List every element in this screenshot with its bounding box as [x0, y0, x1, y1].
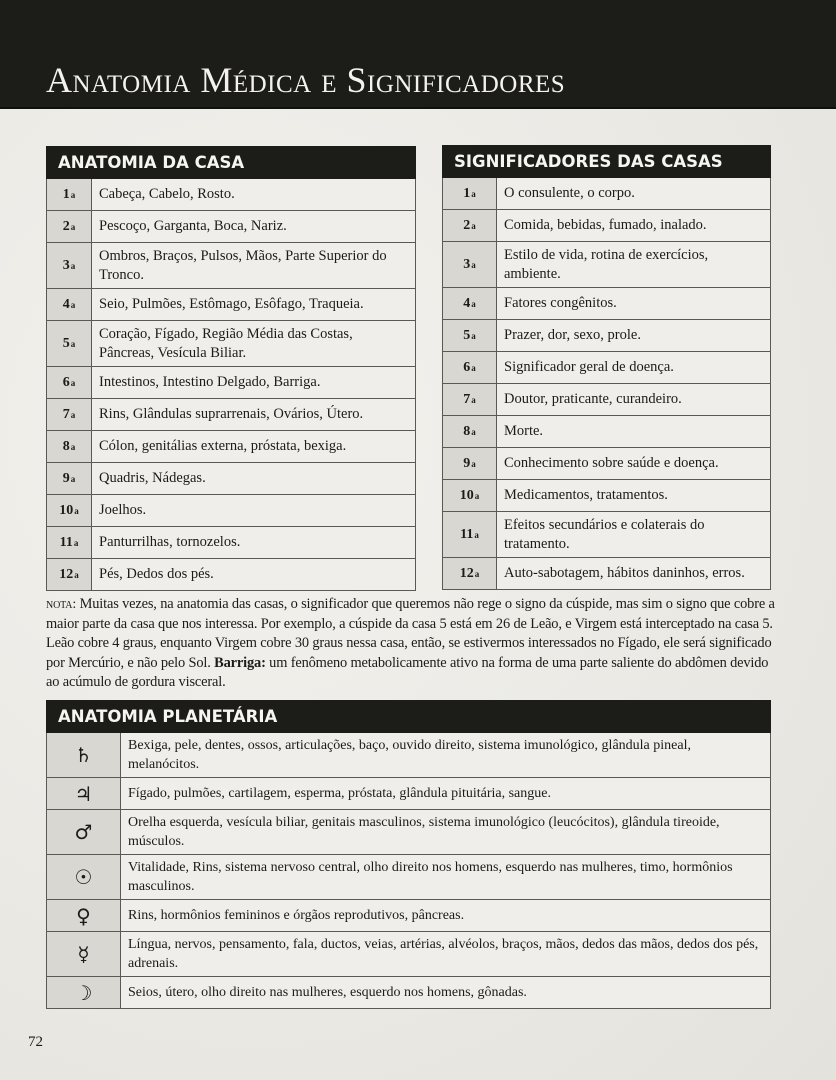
row-text: Medicamentos, tratamentos.	[497, 480, 770, 511]
house-number: 8	[463, 423, 471, 439]
saturn-icon: ♄	[47, 733, 121, 777]
row-text: Rins, Glândulas suprarrenais, Ovários, Útero.	[92, 399, 415, 430]
row-text: Comida, bebidas, fumado, inalado.	[497, 210, 770, 241]
row-text: Bexiga, pele, dentes, ossos, articulações, baço, ouvido direito, sistema imunológico, glândula pineal, melanócitos.	[121, 733, 770, 777]
table-row: 8 a Cólon, genitálias externa, próstata, bexiga.	[46, 431, 416, 463]
row-text: Joelhos.	[92, 495, 415, 526]
row-text: Conhecimento sobre saúde e doença.	[497, 448, 770, 479]
house-number: 6	[463, 359, 471, 375]
table-row: 11 a Panturrilhas, tornozelos.	[46, 527, 416, 559]
table-row: 5 a Prazer, dor, sexo, prole.	[442, 320, 771, 352]
house-number: 6	[62, 374, 70, 390]
table-header: ANATOMIA PLANETÁRIA	[46, 700, 771, 733]
table-row: 4 a Seio, Pulmões, Estômago, Esôfago, Traqueia.	[46, 289, 416, 321]
row-text: Pés, Dedos dos pés.	[92, 559, 415, 590]
row-text: Língua, nervos, pensamento, fala, ductos, veias, artérias, alvéolos, braços, mãos, dedos das mãos, dedos dos pés, adrenais.	[121, 932, 770, 976]
row-text: Ombros, Braços, Pulsos, Mãos, Parte Superior do Tronco.	[92, 243, 415, 288]
house-number: 3	[463, 256, 471, 272]
house-number: 12	[59, 566, 74, 582]
house-number: 5	[62, 335, 70, 351]
row-text: Pescoço, Garganta, Boca, Nariz.	[92, 211, 415, 242]
mars-icon: ♂	[47, 810, 121, 854]
table-row: 11 a Efeitos secundários e colaterais do tratamento.	[442, 512, 771, 558]
note-paragraph	[46, 595, 776, 693]
venus-icon: ♀	[47, 900, 121, 931]
row-text: Morte.	[497, 416, 770, 447]
table-row	[46, 900, 771, 932]
row-text: Significador geral de doença.	[497, 352, 770, 383]
row-text: Cabeça, Cabelo, Rosto.	[92, 179, 415, 210]
table-row: 3 a Estilo de vida, rotina de exercícios, ambiente.	[442, 242, 771, 288]
row-text: Rins, hormônios femininos e órgãos reprodutivos, pâncreas.	[121, 900, 770, 931]
table-row	[46, 778, 771, 810]
house-number: 7	[62, 406, 70, 422]
house-number: 2	[62, 218, 70, 234]
table-row: 4 a Fatores congênitos.	[442, 288, 771, 320]
anatomia-da-casa-table	[46, 146, 416, 591]
table-row: 9 a Quadris, Nádegas.	[46, 463, 416, 495]
row-text: Fígado, pulmões, cartilagem, esperma, próstata, glândula pituitária, sangue.	[121, 778, 770, 809]
house-number: 5	[463, 327, 471, 343]
table-row: 12 a Auto-sabotagem, hábitos daninhos, erros.	[442, 558, 771, 590]
table-row	[46, 932, 771, 977]
mercury-icon: ☿	[47, 932, 121, 976]
house-number: 9	[463, 455, 471, 471]
table-header: ANATOMIA DA CASA	[46, 146, 416, 179]
note-text: Muitas vezes, na anatomia das casas, o significador que queremos não rege o signo da cúspide, mas sim o signo que cobre a maior parte da casa que nos interessa. Por exemplo, a cúspide da casa 5 está em 26 de Leão, e Virgem está interceptado na casa 5. Leão cobre 4 graus, enquanto Virgem cobre 30 graus nessa casa, então, se estivermos interessados no Fígado, ele será significado por Mercúrio, e não pelo Sol.	[46, 596, 775, 671]
anatomia-planetaria-table	[46, 700, 771, 1009]
note-bold-term: Barriga:	[214, 654, 266, 671]
table-row: 6 a Intestinos, Intestino Delgado, Barriga.	[46, 367, 416, 399]
table-row	[46, 855, 771, 900]
row-text: Efeitos secundários e colaterais do tratamento.	[497, 512, 770, 557]
row-text: Seios, útero, olho direito nas mulheres, esquerdo nos homens, gônadas.	[121, 977, 770, 1008]
table-header: SIGNIFICADORES DAS CASAS	[442, 145, 771, 178]
row-text: Estilo de vida, rotina de exercícios, ambiente.	[497, 242, 770, 287]
row-text: Intestinos, Intestino Delgado, Barriga.	[92, 367, 415, 398]
page-number: 72	[28, 1034, 43, 1050]
house-number: 7	[463, 391, 471, 407]
row-text: O consulente, o corpo.	[497, 178, 770, 209]
sun-icon: ☉	[47, 855, 121, 899]
table-row: 10 a Medicamentos, tratamentos.	[442, 480, 771, 512]
row-text: Seio, Pulmões, Estômago, Esôfago, Traqueia.	[92, 289, 415, 320]
note-label: nota:	[46, 597, 77, 612]
house-number: 4	[463, 295, 471, 311]
row-text: Fatores congênitos.	[497, 288, 770, 319]
house-number: 3	[62, 257, 70, 273]
row-text: Orelha esquerda, vesícula biliar, genitais masculinos, sistema imunológico (leucócitos), glândula tireoide, músculos.	[121, 810, 770, 854]
house-number: 4	[62, 296, 70, 312]
row-text: Vitalidade, Rins, sistema nervoso central, olho direito nos homens, esquerdo nas mulheres, timo, hormônios masculinos.	[121, 855, 770, 899]
jupiter-icon: ♃	[47, 778, 121, 809]
table-row: 9 a Conhecimento sobre saúde e doença.	[442, 448, 771, 480]
table-row: 12 a Pés, Dedos dos pés.	[46, 559, 416, 591]
row-text: Prazer, dor, sexo, prole.	[497, 320, 770, 351]
table-row: 1 a O consulente, o corpo.	[442, 178, 771, 210]
house-number: 11	[59, 534, 73, 550]
table-row: 10 a Joelhos.	[46, 495, 416, 527]
table-row: 7 a Doutor, praticante, curandeiro.	[442, 384, 771, 416]
moon-icon: ☽	[47, 977, 121, 1008]
table-row: 5 a Coração, Fígado, Região Média das Costas, Pâncreas, Vesícula Biliar.	[46, 321, 416, 367]
table-row: 8 a Morte.	[442, 416, 771, 448]
house-number: 10	[59, 502, 74, 518]
house-number: 2	[463, 217, 471, 233]
table-row: 2 a Comida, bebidas, fumado, inalado.	[442, 210, 771, 242]
house-number: 10	[459, 487, 474, 503]
table-row: 6 a Significador geral de doença.	[442, 352, 771, 384]
table-row: 2 a Pescoço, Garganta, Boca, Nariz.	[46, 211, 416, 243]
house-number: 12	[459, 565, 474, 581]
significadores-table	[442, 145, 771, 590]
table-row: 7 a Rins, Glândulas suprarrenais, Ovários, Útero.	[46, 399, 416, 431]
house-number: 9	[62, 470, 70, 486]
house-number: 1	[62, 186, 70, 202]
row-text: Coração, Fígado, Região Média das Costas, Pâncreas, Vesícula Biliar.	[92, 321, 415, 366]
table-row	[46, 977, 771, 1009]
row-text: Auto-sabotagem, hábitos daninhos, erros.	[497, 558, 770, 589]
table-row: 3 a Ombros, Braços, Pulsos, Mãos, Parte Superior do Tronco.	[46, 243, 416, 289]
table-row: 1 a Cabeça, Cabelo, Rosto.	[46, 179, 416, 211]
house-number: 1	[463, 185, 471, 201]
page-title: Anatomia Médica e Significadores	[46, 60, 566, 100]
house-number: 8	[62, 438, 70, 454]
row-text: Quadris, Nádegas.	[92, 463, 415, 494]
house-number: 11	[460, 526, 474, 542]
table-row	[46, 733, 771, 778]
row-text: Panturrilhas, tornozelos.	[92, 527, 415, 558]
note-text-end: um fenômeno metabolicamente ativo na forma de uma parte saliente do abdômen devido ao acúmulo de gordura visceral.	[46, 654, 769, 691]
row-text: Cólon, genitálias externa, próstata, bexiga.	[92, 431, 415, 462]
table-row	[46, 810, 771, 855]
row-text: Doutor, praticante, curandeiro.	[497, 384, 770, 415]
